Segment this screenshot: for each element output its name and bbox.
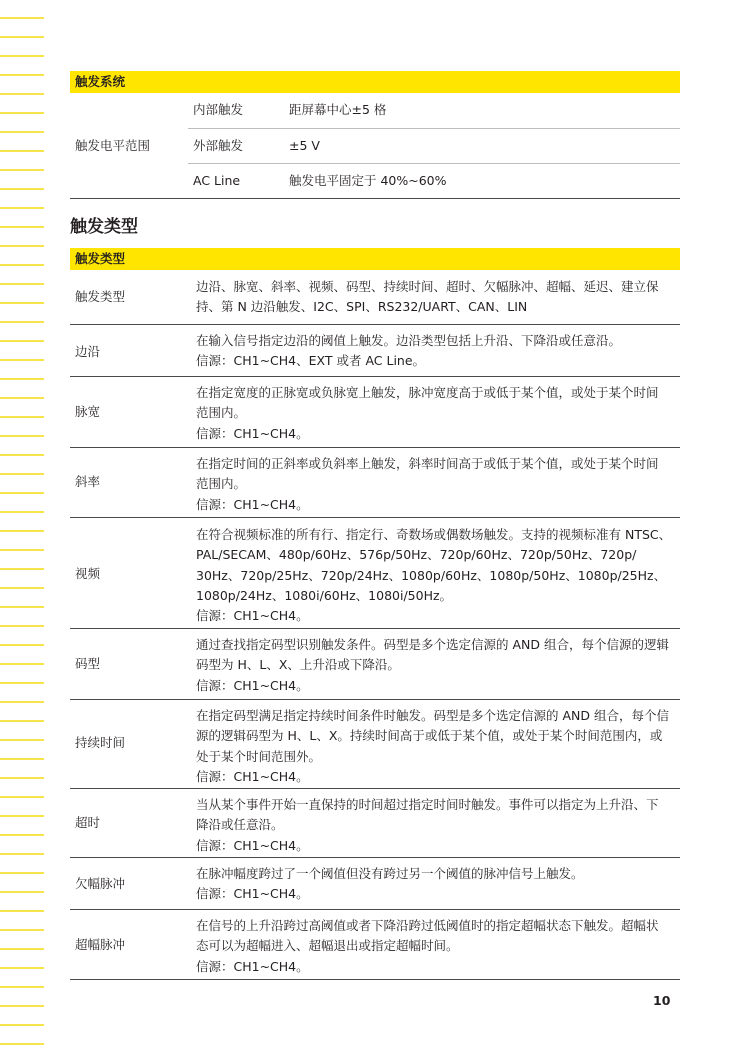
ac-line-value: 触发电平固定于 40%~60%	[289, 173, 447, 188]
edge-description: 在输入信号指定边沿的阈值上触发。边沿类型包括上升沿、下降沿或任意沿。 信源：CH1~CH4、EXT 或者 AC Line。	[196, 333, 622, 369]
duration-description: 在指定码型满足指定持续时间条件时触发。码型是多个选定信源的 AND 组合，每个信 源的逻辑码型为 H、L、X。持续时间高于或低于某个值，或处于某个时间范围内，或 处于某个时间范围外。 信源：CH1~CH4。	[196, 708, 669, 784]
pattern-description: 通过查找指定码型识别触发条件。码型是多个选定信源的 AND 组合，每个信源的逻辑 码型为 H、L、X、上升沿或下降沿。 信源：CH1~CH4。	[196, 637, 669, 693]
divider	[70, 628, 680, 629]
pulse-width-description: 在指定宽度的正脉宽或负脉宽上触发，脉冲宽度高于或低于某个值，或处于某个时间 范围内。 信源：CH1~CH4。	[196, 385, 659, 441]
trigger-system-header: 触发系统	[70, 71, 680, 93]
divider	[70, 324, 680, 325]
video-description: 在符合视频标准的所有行、指定行、奇数场或偶数场触发。支持的视频标准有 NTSC、 PAL/SECAM、480p/60Hz、576p/50Hz、720p/60Hz、720p/50Hz、720p/ 30Hz、720p/25Hz、720p/24Hz、1080p/60Hz、1080p/50Hz、1080p/25Hz、 1080p/24Hz、1080i/60Hz、1080i/50Hz。 信源：CH1~CH4。	[196, 527, 672, 624]
trigger-type-description: 边沿、脉宽、斜率、视频、码型、持续时间、超时、欠幅脉冲、超幅、延迟、建立保 持、第 N 边沿触发、I2C、SPI、RS232/UART、CAN、LIN	[196, 279, 659, 315]
divider	[70, 198, 680, 199]
window-label: 超幅脉冲	[75, 937, 126, 952]
external-trigger-label: 外部触发	[193, 138, 244, 153]
page-number: 10	[653, 993, 671, 1008]
divider	[188, 163, 680, 164]
divider	[188, 128, 680, 129]
runt-label: 欠幅脉冲	[75, 876, 126, 891]
trigger-type-label: 触发类型	[75, 289, 126, 304]
slope-description: 在指定时间的正斜率或负斜率上触发，斜率时间高于或低于某个值，或处于某个时间 范围内。 信源：CH1~CH4。	[196, 456, 659, 512]
internal-trigger-label: 内部触发	[193, 102, 244, 117]
video-label: 视频	[75, 566, 101, 581]
page-edge-decoration	[0, 0, 44, 1060]
section-title: 触发类型	[70, 217, 138, 237]
timeout-description: 当从某个事件开始一直保持的时间超过指定时间时触发。事件可以指定为上升沿、下 降沿或任意沿。 信源：CH1~CH4。	[196, 797, 659, 853]
pulse-width-label: 脉宽	[75, 404, 101, 419]
timeout-label: 超时	[75, 815, 101, 830]
edge-label: 边沿	[75, 344, 101, 359]
trigger-level-range-label: 触发电平范围	[75, 138, 151, 153]
trigger-types-header: 触发类型	[70, 248, 680, 270]
divider	[70, 699, 680, 700]
divider	[70, 788, 680, 789]
ac-line-label: AC Line	[193, 173, 241, 188]
internal-trigger-value: 距屏幕中心±5 格	[289, 102, 387, 117]
divider	[70, 979, 680, 980]
divider	[70, 517, 680, 518]
duration-label: 持续时间	[75, 735, 126, 750]
divider	[70, 376, 680, 377]
window-description: 在信号的上升沿跨过高阈值或者下降沿跨过低阈值时的指定超幅状态下触发。超幅状 态可以为超幅进入、超幅退出或指定超幅时间。 信源：CH1~CH4。	[196, 918, 659, 974]
pattern-label: 码型	[75, 656, 101, 671]
divider	[70, 857, 680, 858]
runt-description: 在脉冲幅度跨过了一个阈值但没有跨过另一个阈值的脉冲信号上触发。 信源：CH1~CH4。	[196, 866, 584, 902]
external-trigger-value: ±5 V	[289, 138, 320, 153]
slope-label: 斜率	[75, 474, 101, 489]
divider	[70, 909, 680, 910]
divider	[70, 447, 680, 448]
